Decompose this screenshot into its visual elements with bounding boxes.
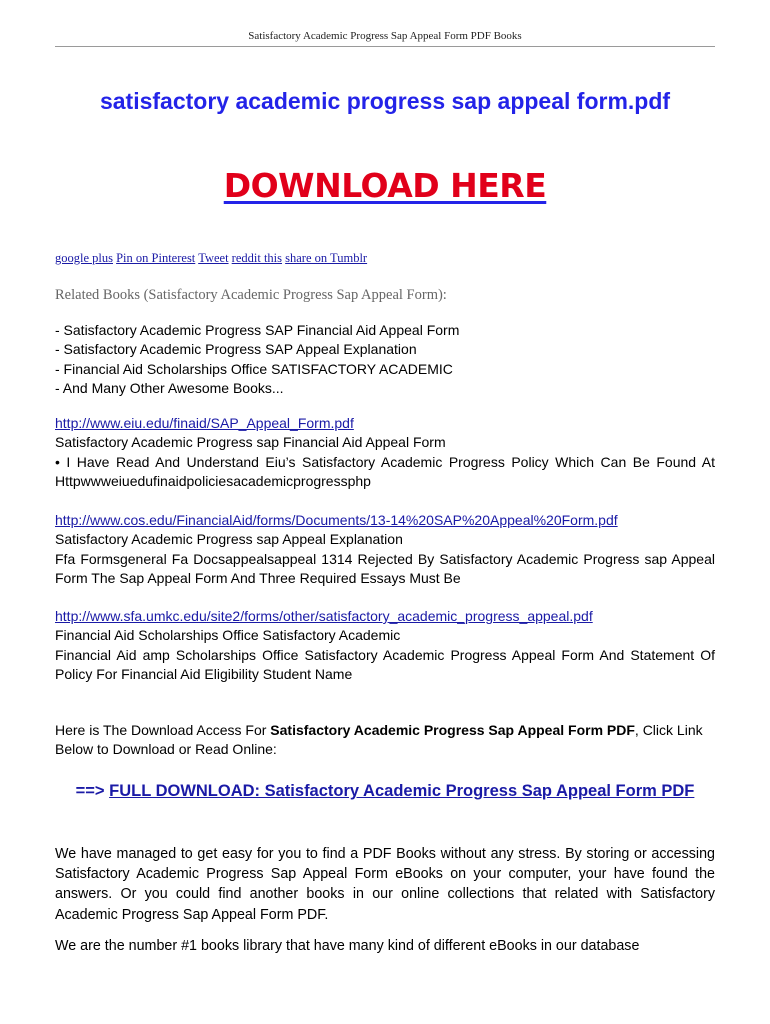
- share-pinterest-link[interactable]: Pin on Pinterest: [116, 251, 196, 265]
- related-book-item: - Financial Aid Scholarships Office SATISFACTORY ACADEMIC: [55, 360, 453, 377]
- share-reddit-link[interactable]: reddit this: [231, 251, 283, 265]
- source-description: Financial Aid amp Scholarships Office Satisfactory Academic Progress Appeal Form And Statement Of Policy For Financial Aid Eligibility Student Name: [55, 646, 715, 682]
- running-header: Satisfactory Academic Progress Sap Appeal Form PDF Books: [248, 30, 522, 42]
- download-intro: [55, 721, 715, 760]
- share-links: [55, 251, 367, 266]
- source-url-link[interactable]: http://www.sfa.umkc.edu/site2/forms/other/satisfactory_academic_progress_appeal.pdf: [55, 608, 593, 624]
- related-books-heading: Related Books (Satisfactory Academic Progress Sap Appeal Form):: [55, 287, 447, 303]
- arrow-marker: ==>: [75, 782, 105, 800]
- share-google-plus-link[interactable]: google plus: [55, 251, 113, 265]
- full-download-block: [55, 780, 715, 802]
- related-book-item: - Satisfactory Academic Progress SAP Appeal Explanation: [55, 341, 417, 358]
- intro-book-title: Satisfactory Academic Progress Sap Appeal Form PDF: [270, 722, 635, 738]
- source-title: Satisfactory Academic Progress sap Financial Aid Appeal Form: [55, 434, 446, 451]
- body-paragraph: We are the number #1 books library that have many kind of different eBooks in our database: [55, 938, 640, 954]
- source-description: Ffa Formsgeneral Fa Docsappealsappeal 1314 Rejected By Satisfactory Academic Progress sap Appeal Form The Sap Appeal Form And Three Required Essays Must Be: [55, 550, 715, 586]
- related-book-item: - And Many Other Awesome Books...: [55, 379, 284, 396]
- full-download-link[interactable]: FULL DOWNLOAD: Satisfactory Academic Progress Sap Appeal Form PDF: [109, 782, 695, 800]
- related-books-list: [55, 321, 715, 398]
- download-banner: [0, 166, 770, 205]
- source-url-link[interactable]: http://www.eiu.edu/finaid/SAP_Appeal_Form.pdf: [55, 415, 354, 431]
- source-entry: [55, 414, 715, 491]
- source-entry: [55, 607, 715, 684]
- source-title: Financial Aid Scholarships Office Satisfactory Academic: [55, 627, 401, 644]
- document-title: satisfactory academic progress sap appeal form.pdf: [99, 88, 671, 114]
- share-tweet-link[interactable]: Tweet: [198, 251, 229, 265]
- body-paragraph: We have managed to get easy for you to find a PDF Books without any stress. By storing or accessing Satisfactory Academic Progress Sap Appeal Form eBooks on your computer, your have found the answers. Or you could find another books in our online collections that related with Satisfactory Academic Progress Sap Appeal Form PDF.: [55, 846, 715, 923]
- share-tumblr-link[interactable]: share on Tumblr: [285, 251, 368, 265]
- intro-suffix: , Click Link Below to Download or Read Online:: [55, 722, 703, 758]
- source-entry: [55, 511, 715, 588]
- header-divider: [55, 46, 715, 47]
- download-here-link[interactable]: DOWNLOAD HERE: [223, 166, 547, 205]
- source-description: • I Have Read And Understand Eiu’s Satisfactory Academic Progress Policy Which Can Be Found At Httpwwweiuedufinaidpoliciesacademicprogressphp: [55, 453, 715, 489]
- related-book-item: - Satisfactory Academic Progress SAP Financial Aid Appeal Form: [55, 322, 460, 338]
- source-title: Satisfactory Academic Progress sap Appeal Explanation: [55, 531, 403, 548]
- intro-prefix: Here is The Download Access For: [55, 722, 271, 738]
- source-url-link[interactable]: http://www.cos.edu/FinancialAid/forms/Documents/13-14%20SAP%20Appeal%20Form.pdf: [55, 512, 618, 528]
